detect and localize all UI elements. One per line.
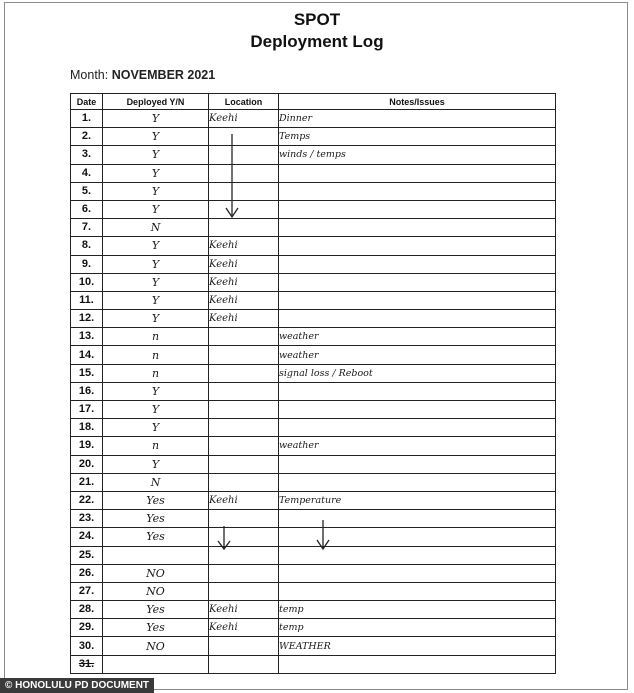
notes-cell: temp — [279, 601, 556, 619]
notes-cell: temp — [279, 619, 556, 637]
location-cell — [209, 419, 279, 437]
notes-cell: Temps — [279, 128, 556, 146]
notes-cell: weather — [279, 437, 556, 455]
deployed-cell: Yes — [103, 601, 209, 619]
deployed-cell: n — [103, 437, 209, 455]
table-row — [71, 219, 556, 237]
table-row — [71, 601, 556, 619]
table-row — [71, 291, 556, 309]
table-row — [71, 200, 556, 218]
date-cell: 8. — [71, 237, 103, 255]
deployed-cell: Y — [103, 401, 209, 419]
table-row — [71, 146, 556, 164]
location-cell: Keehi — [209, 310, 279, 328]
column-header-location: Location — [209, 94, 279, 110]
date-cell: 27. — [71, 582, 103, 600]
table-row — [71, 637, 556, 655]
date-cell: 22. — [71, 491, 103, 509]
date-cell: 14. — [71, 346, 103, 364]
date-cell: 17. — [71, 401, 103, 419]
date-cell: 4. — [71, 164, 103, 182]
table-body — [71, 110, 556, 674]
notes-cell — [279, 473, 556, 491]
deployed-cell: Yes — [103, 510, 209, 528]
notes-cell — [279, 582, 556, 600]
date-cell: 26. — [71, 564, 103, 582]
notes-down-arrow-icon — [311, 518, 335, 552]
deployed-cell: Y — [103, 419, 209, 437]
date-cell: 28. — [71, 601, 103, 619]
table-row — [71, 255, 556, 273]
date-cell: 18. — [71, 419, 103, 437]
notes-cell: Temperature — [279, 491, 556, 509]
deployed-cell: Y — [103, 200, 209, 218]
date-cell: 3. — [71, 146, 103, 164]
location-cell: Keehi — [209, 273, 279, 291]
location-cell: Keehi — [209, 255, 279, 273]
table-row — [71, 346, 556, 364]
deployed-cell: Y — [103, 455, 209, 473]
table-row — [71, 401, 556, 419]
date-cell: 24. — [71, 528, 103, 546]
date-cell: 31. — [71, 655, 103, 673]
deployment-log-table — [70, 93, 556, 674]
deployed-cell: NO — [103, 564, 209, 582]
notes-cell — [279, 291, 556, 309]
table-row — [71, 491, 556, 509]
table-row — [71, 110, 556, 128]
date-cell: 23. — [71, 510, 103, 528]
deployed-cell: Yes — [103, 619, 209, 637]
month-value: NOVEMBER 2021 — [111, 68, 216, 82]
notes-cell — [279, 310, 556, 328]
notes-cell — [279, 455, 556, 473]
deployed-cell: Y — [103, 182, 209, 200]
notes-cell — [279, 182, 556, 200]
location-cell: Keehi — [209, 619, 279, 637]
date-cell: 2. — [71, 128, 103, 146]
date-cell: 16. — [71, 382, 103, 400]
deployed-cell: Y — [103, 255, 209, 273]
date-cell: 13. — [71, 328, 103, 346]
table-row — [71, 582, 556, 600]
date-cell: 20. — [71, 455, 103, 473]
table-row — [71, 655, 556, 673]
table-row — [71, 164, 556, 182]
location-cell — [209, 328, 279, 346]
table-row — [71, 237, 556, 255]
deployed-cell: n — [103, 328, 209, 346]
table-row — [71, 310, 556, 328]
location-cell — [209, 655, 279, 673]
notes-cell: Dinner — [279, 110, 556, 128]
table-row — [71, 364, 556, 382]
photo-credit: © HONOLULU PD DOCUMENT — [0, 678, 154, 693]
table-row — [71, 128, 556, 146]
table-row — [71, 437, 556, 455]
column-header-date: Date — [71, 94, 103, 110]
date-cell: 1. — [71, 110, 103, 128]
deployed-cell: Y — [103, 110, 209, 128]
location-cell — [209, 564, 279, 582]
location-cell — [209, 637, 279, 655]
column-header-deployed: Deployed Y/N — [103, 94, 209, 110]
notes-cell: weather — [279, 346, 556, 364]
location-cell: Keehi — [209, 237, 279, 255]
date-cell: 19. — [71, 437, 103, 455]
notes-cell — [279, 219, 556, 237]
location-cell — [209, 437, 279, 455]
location-down-arrow-icon — [220, 132, 244, 222]
date-cell: 10. — [71, 273, 103, 291]
date-cell: 11. — [71, 291, 103, 309]
table-row — [71, 419, 556, 437]
notes-cell — [279, 255, 556, 273]
date-cell: 7. — [71, 219, 103, 237]
deployed-cell: NO — [103, 637, 209, 655]
deployed-cell: Y — [103, 382, 209, 400]
location-cell — [209, 382, 279, 400]
table-row — [71, 619, 556, 637]
notes-cell — [279, 401, 556, 419]
page-title: SPOT — [293, 10, 341, 29]
date-cell: 9. — [71, 255, 103, 273]
date-cell: 5. — [71, 182, 103, 200]
deployed-cell — [103, 655, 209, 673]
notes-cell — [279, 655, 556, 673]
location-cell — [209, 401, 279, 419]
notes-cell — [279, 564, 556, 582]
deployed-cell: n — [103, 364, 209, 382]
table-row — [71, 382, 556, 400]
month-label: Month: — [70, 68, 109, 82]
table-row — [71, 455, 556, 473]
deployed-cell: Y — [103, 310, 209, 328]
table-row — [71, 273, 556, 291]
location-cell — [209, 346, 279, 364]
deployed-cell: N — [103, 473, 209, 491]
deployed-cell: Y — [103, 237, 209, 255]
location-cell — [209, 473, 279, 491]
deployed-cell: Yes — [103, 528, 209, 546]
date-cell: 6. — [71, 200, 103, 218]
column-header-notes: Notes/Issues — [279, 94, 556, 110]
deployed-cell: Y — [103, 273, 209, 291]
deployed-cell: Y — [103, 291, 209, 309]
location-cell: Keehi — [209, 601, 279, 619]
location-cell — [209, 455, 279, 473]
notes-cell — [279, 237, 556, 255]
location-cell: Keehi — [209, 291, 279, 309]
deployed-cell: N — [103, 219, 209, 237]
deployed-cell: Y — [103, 164, 209, 182]
notes-cell: winds / temps — [279, 146, 556, 164]
table-row — [71, 564, 556, 582]
notes-cell: weather — [279, 328, 556, 346]
page-subtitle: Deployment Log — [250, 32, 384, 51]
location-cell: Keehi — [209, 110, 279, 128]
date-cell: 29. — [71, 619, 103, 637]
table-row — [71, 182, 556, 200]
date-cell: 21. — [71, 473, 103, 491]
location-down-arrow-icon — [212, 524, 236, 552]
date-cell: 15. — [71, 364, 103, 382]
deployed-cell — [103, 546, 209, 564]
notes-cell — [279, 200, 556, 218]
table-header-row — [71, 94, 556, 110]
table-row — [71, 328, 556, 346]
notes-cell — [279, 419, 556, 437]
date-cell: 12. — [71, 310, 103, 328]
deployed-cell: Y — [103, 146, 209, 164]
deployed-cell: Y — [103, 128, 209, 146]
location-cell — [209, 582, 279, 600]
notes-cell — [279, 382, 556, 400]
deployed-cell: NO — [103, 582, 209, 600]
location-cell: Keehi — [209, 491, 279, 509]
date-cell: 25. — [71, 546, 103, 564]
notes-cell: signal loss / Reboot — [279, 364, 556, 382]
notes-cell — [279, 273, 556, 291]
deployed-cell: Yes — [103, 491, 209, 509]
notes-cell — [279, 164, 556, 182]
date-cell: 30. — [71, 637, 103, 655]
deployed-cell: n — [103, 346, 209, 364]
month-line — [70, 68, 215, 82]
notes-cell: WEATHER — [279, 637, 556, 655]
location-cell — [209, 364, 279, 382]
table-row — [71, 473, 556, 491]
